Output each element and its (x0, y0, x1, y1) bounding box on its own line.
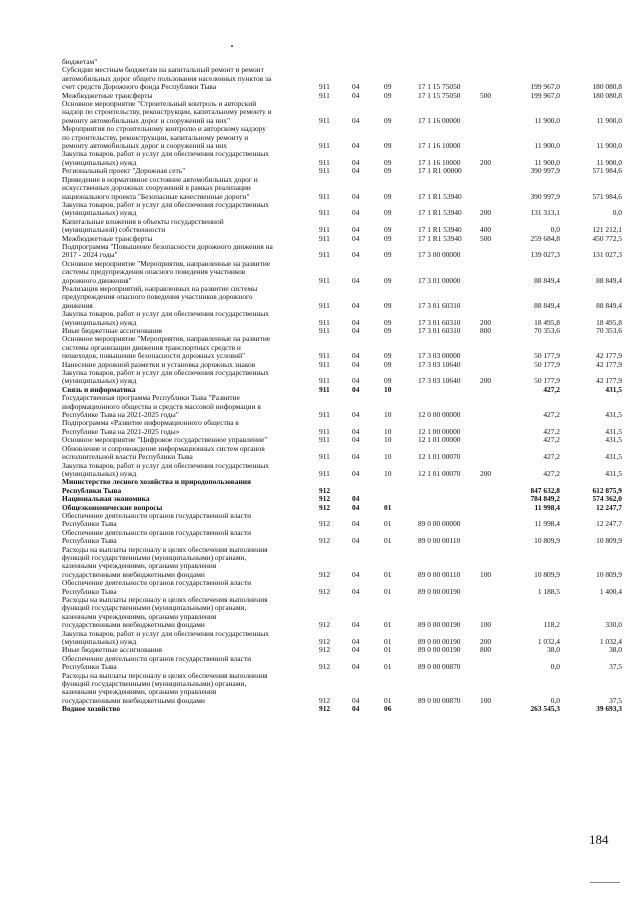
target-article-code: 89 0 00 00190 (418, 645, 461, 655)
section-code: 04 (352, 300, 360, 310)
section-code: 04 (352, 704, 360, 714)
section-code: 04 (352, 225, 360, 235)
amount-2023: 574 362,0 (592, 494, 622, 504)
section-code: 04 (352, 494, 360, 504)
subsection-code: 09 (384, 300, 392, 310)
table-row (62, 394, 622, 419)
subsection-code: 09 (384, 250, 392, 260)
amount-2022: 1 188,5 (537, 586, 560, 596)
amount-2023: 10 809,9 (596, 536, 622, 546)
section-code: 04 (352, 141, 360, 151)
ministry-code: 911 (319, 351, 330, 361)
row-description: Закупка товаров, работ и услуг для обеспечения государственных (муниципальных) нужд (62, 368, 269, 386)
table-row (62, 218, 622, 235)
table-row (62, 705, 622, 713)
section-code: 04 (352, 191, 360, 201)
amount-2023: 11 900,0 (596, 115, 622, 125)
amount-2022: 0,0 (550, 662, 560, 672)
row-description: Приведение в нормативное состояние автомобильных дорог и искусственных дорожных сооружений в рамках реализации национального проекта "Безопасные качественные дороги" (62, 174, 258, 201)
ministry-code: 912 (319, 637, 331, 647)
amount-2023: 121 212,1 (592, 225, 622, 235)
table-row (62, 310, 622, 327)
row-description: Обновление и сопровождение информационных систем органов исполнительной власти Республики Тыва (62, 443, 265, 462)
section-code: 04 (352, 645, 360, 655)
row-description: Закупка товаров, работ и услуг для обеспечения государственных (муниципальных) нужд (62, 199, 269, 218)
subsection-code: 09 (384, 275, 392, 285)
ministry-code: 911 (319, 225, 330, 235)
ministry-code: 912 (319, 704, 331, 714)
amount-2023: 180 080,8 (592, 90, 622, 100)
section-code: 04 (352, 326, 360, 335)
amount-2022: 259 684,8 (530, 233, 560, 243)
row-description: Связь и информатика (62, 384, 136, 394)
ministry-code: 911 (319, 115, 330, 125)
ministry-code: 911 (319, 166, 330, 176)
amount-2023: 38,0 (609, 645, 622, 655)
row-description: Иные бюджетные ассигнования (62, 645, 163, 655)
scan-speck (231, 45, 233, 47)
expense-type-code: 800 (480, 645, 492, 655)
amount-2023: 10 809,9 (596, 569, 622, 579)
section-code: 04 (352, 317, 360, 327)
amount-2022: 427,2 (543, 452, 560, 462)
row-description: Субсидии местным бюджетам на капитальный ремонт и ремонт автомобильных дорог общего пользования населенных пунктов за счет средств Дорожного фонда Республики Тыва (62, 65, 272, 92)
amount-2022: 11 900,0 (534, 141, 560, 151)
ministry-code: 911 (319, 233, 330, 243)
target-article-code: 12 1 01 00000 (418, 435, 461, 445)
expense-type-code: 800 (480, 326, 492, 335)
amount-2022: 390 997,9 (530, 191, 560, 201)
subsection-code: 09 (384, 359, 392, 369)
amount-2023: 18 495,8 (596, 317, 622, 327)
subsection-code: 09 (384, 157, 392, 167)
row-description: Закупка товаров, работ и услуг для обеспечения государственных (муниципальных) нужд (62, 309, 269, 327)
subsection-code: 01 (384, 645, 392, 655)
section-code: 04 (352, 426, 360, 436)
section-code: 04 (352, 435, 360, 445)
subsection-code: 01 (384, 620, 392, 630)
amount-2023: 431,5 (605, 426, 622, 436)
expense-type-code: 200 (480, 157, 492, 167)
row-description: Закупка товаров, работ и услуг для обеспечения государственных (муниципальных) нужд (62, 460, 269, 478)
amount-2023: 11 900,0 (596, 141, 622, 151)
row-description: бюджетам" (62, 57, 98, 66)
ministry-code: 911 (319, 275, 330, 285)
target-article-code: 89 0 00 00000 (418, 519, 461, 529)
section-code: 04 (352, 452, 360, 462)
table-row (62, 419, 622, 436)
subsection-code: 01 (384, 502, 392, 512)
subsection-code: 10 (384, 468, 392, 478)
amount-2022: 427,2 (543, 435, 560, 445)
table-row (62, 462, 622, 479)
table-row (62, 445, 622, 462)
amount-2022: 50 177,9 (534, 376, 560, 386)
subsection-code: 09 (384, 233, 392, 243)
subsection-code: 09 (384, 166, 392, 176)
ministry-code: 911 (319, 435, 330, 445)
row-description: Обеспечение деятельности органов государственной власти Республики Тыва (62, 527, 252, 546)
table-row (62, 546, 622, 580)
target-article-code: 17 1 R1 53940 (418, 208, 462, 218)
subsection-code: 09 (384, 317, 392, 327)
subsection-code: 01 (384, 695, 392, 705)
subsection-code: 10 (384, 410, 392, 420)
target-article-code: 89 0 00 00190 (418, 620, 461, 630)
target-article-code: 89 0 00 00870 (418, 662, 461, 672)
section-code: 04 (352, 662, 360, 672)
section-code: 04 (352, 82, 360, 92)
amount-2023: 131 027,3 (592, 250, 622, 260)
row-description: Межбюджетные трансферты (62, 90, 153, 100)
amount-2022: 50 177,9 (534, 351, 560, 361)
table-row (62, 66, 622, 91)
expense-type-code: 200 (480, 376, 492, 386)
amount-2023: 330,0 (605, 620, 622, 630)
section-code: 04 (352, 569, 360, 579)
amount-2023: 42 177,9 (596, 376, 622, 386)
amount-2023: 88 849,4 (596, 275, 622, 285)
expense-type-code: 200 (480, 468, 492, 478)
row-description: Региональный проект "Дорожная сеть" (62, 166, 186, 176)
amount-2023: 431,5 (605, 384, 622, 394)
row-description: Подпрограмма «Развитие информационного общества в Республике Тыва на 2021-2025 годы» (62, 418, 239, 436)
ministry-code: 911 (319, 191, 330, 201)
subsection-code: 09 (384, 90, 392, 100)
section-code: 04 (352, 637, 360, 647)
row-description: Расходы на выплаты персоналу в целях обеспечения выполнения функций государственными (муниципальными) органами, казенными учреждениями, органами управления государственными внебюджетными фондами (62, 670, 268, 705)
section-code: 04 (352, 359, 360, 369)
ministry-code: 912 (319, 494, 331, 504)
amount-2023: 1 400,4 (599, 586, 622, 596)
table-row (62, 655, 622, 672)
amount-2023: 612 875,9 (592, 485, 622, 495)
expense-type-code: 100 (480, 569, 492, 579)
amount-2022: 427,2 (543, 468, 560, 478)
subsection-code: 01 (384, 536, 392, 546)
subsection-code: 09 (384, 141, 392, 151)
amount-2022: 390 997,9 (530, 166, 560, 176)
amount-2022: 11 998,4 (534, 502, 560, 512)
row-description: Подпрограмма "Повышение безопасности дорожного движения на 2017 - 2024 годы" (62, 241, 273, 260)
amount-2022: 263 545,3 (530, 704, 560, 714)
subsection-code: 01 (384, 519, 392, 529)
target-article-code: 12 1 01 00070 (418, 468, 461, 478)
row-description: Межбюджетные трансферты (62, 233, 153, 243)
row-description: Обеспечение деятельности органов государственной власти Республики Тыва (62, 510, 252, 529)
amount-2023: 431,5 (605, 452, 622, 462)
amount-2022: 38,0 (547, 645, 560, 655)
target-article-code: 17 3 03 10640 (418, 359, 461, 369)
subsection-code: 01 (384, 637, 392, 647)
amount-2023: 0,0 (612, 208, 622, 218)
subsection-code: 10 (384, 426, 392, 436)
expense-type-code: 500 (480, 90, 492, 100)
amount-2022: 50 177,9 (534, 359, 560, 369)
section-code: 04 (352, 208, 360, 218)
expense-type-code: 100 (480, 695, 492, 705)
target-article-code: 17 3 00 00000 (418, 250, 461, 260)
amount-2022: 847 632,8 (530, 485, 560, 495)
row-description: Капитальные вложения в объекты государственной (муниципальной) собственности (62, 216, 224, 235)
amount-2022: 18 495,8 (534, 317, 560, 327)
target-article-code: 17 1 R1 53940 (418, 233, 462, 243)
amount-2022: 0,0 (550, 695, 560, 705)
subsection-code: 01 (384, 662, 392, 672)
amount-2022: 784 849,2 (530, 494, 560, 504)
target-article-code: 89 0 00 00110 (418, 569, 461, 579)
ministry-code: 911 (319, 141, 330, 151)
table-row (62, 285, 622, 310)
section-code: 04 (352, 90, 360, 100)
subsection-code: 09 (384, 82, 392, 92)
expense-type-code: 200 (480, 637, 492, 647)
subsection-code: 09 (384, 225, 392, 235)
target-article-code: 89 0 00 00190 (418, 637, 461, 647)
section-code: 04 (352, 410, 360, 420)
ministry-code: 911 (319, 384, 330, 394)
amount-2023: 12 247,7 (596, 519, 622, 529)
target-article-code: 17 3 01 60310 (418, 300, 461, 310)
ministry-code: 911 (319, 300, 330, 310)
amount-2023: 450 772,5 (592, 233, 622, 243)
amount-2022: 88 849,4 (534, 300, 560, 310)
ministry-code: 912 (319, 536, 331, 546)
amount-2023: 70 353,6 (596, 326, 622, 335)
table-row (62, 529, 622, 546)
target-article-code: 17 1 15 75050 (418, 90, 461, 100)
row-description: Водное хозяйство (62, 704, 121, 714)
target-article-code: 17 1 R1 00000 (418, 166, 462, 176)
subsection-code: 09 (384, 115, 392, 125)
amount-2022: 139 027,3 (530, 250, 560, 260)
subsection-code: 10 (384, 435, 392, 445)
amount-2022: 427,2 (543, 426, 560, 436)
target-article-code: 17 3 01 60310 (418, 326, 461, 335)
amount-2023: 37,5 (609, 662, 622, 672)
target-article-code: 17 3 03 10640 (418, 376, 461, 386)
ministry-code: 912 (319, 662, 331, 672)
amount-2022: 11 900,0 (534, 157, 560, 167)
table-row (62, 260, 622, 285)
amount-2022: 88 849,4 (534, 275, 560, 285)
target-article-code: 17 1 16 10000 (418, 141, 461, 151)
table-row (62, 369, 622, 386)
ministry-code: 912 (319, 569, 331, 579)
page-number: 184 (589, 832, 609, 847)
section-code: 04 (352, 351, 360, 361)
ministry-code: 911 (319, 376, 330, 386)
ministry-code: 912 (319, 485, 331, 495)
row-description: Государственная программа Республики Тыва "Развитие информационного общества и средств массовой информации в Республике Тыва на 2021-2025 годы" (62, 393, 261, 420)
ministry-code: 912 (319, 695, 331, 705)
section-code: 04 (352, 620, 360, 630)
amount-2022: 427,2 (543, 384, 560, 394)
ministry-code: 911 (319, 359, 330, 369)
expense-type-code: 200 (480, 317, 492, 327)
section-code: 04 (352, 275, 360, 285)
ministry-code: 912 (319, 645, 331, 655)
row-description: Общеэкономические вопросы (62, 502, 163, 512)
table-row (62, 100, 622, 125)
section-code: 04 (352, 376, 360, 386)
amount-2023: 1 032,4 (599, 637, 622, 647)
row-description: Основное мероприятие "Цифровое государственное управление" (62, 435, 268, 445)
row-description: Расходы на выплаты персоналу в целях обеспечения выполнения функций государственными (муниципальными) органами, казенными учреждениями, органами управления государственными внебюджетными фондами (62, 544, 268, 579)
row-description: Закупка товаров, работ и услуг для обеспечения государственных (муниципальных) нужд (62, 628, 269, 647)
table-row (62, 201, 622, 218)
ministry-code: 911 (319, 426, 330, 436)
ministry-code: 912 (319, 620, 331, 630)
ministry-code: 911 (319, 250, 330, 260)
subsection-code: 09 (384, 326, 392, 335)
subsection-code: 09 (384, 376, 392, 386)
amount-2022: 199 967,0 (530, 90, 560, 100)
target-article-code: 89 0 00 00870 (418, 695, 461, 705)
budget-table (62, 58, 622, 714)
amount-2022: 427,2 (543, 410, 560, 420)
row-description: Нанесение дорожной разметки и установка дорожных знаков (62, 359, 256, 369)
target-article-code: 12 1 00 00000 (418, 426, 461, 436)
amount-2022: 11 900,0 (534, 115, 560, 125)
amount-2022: 199 967,0 (530, 82, 560, 92)
subsection-code: 10 (384, 384, 392, 394)
section-code: 04 (352, 250, 360, 260)
ministry-code: 911 (319, 82, 330, 92)
section-code: 04 (352, 157, 360, 167)
ministry-code: 911 (319, 326, 330, 335)
section-code: 04 (352, 384, 360, 394)
expense-type-code: 400 (480, 225, 492, 235)
footer-line (590, 882, 620, 883)
expense-type-code: 100 (480, 620, 492, 630)
ministry-code: 911 (319, 157, 330, 167)
amount-2022: 10 809,9 (534, 536, 560, 546)
subsection-code: 09 (384, 191, 392, 201)
amount-2022: 70 353,6 (534, 326, 560, 335)
amount-2023: 431,5 (605, 468, 622, 478)
amount-2023: 88 849,4 (596, 300, 622, 310)
amount-2022: 11 998,4 (534, 519, 560, 529)
amount-2023: 42 177,9 (596, 351, 622, 361)
section-code: 04 (352, 695, 360, 705)
section-code: 04 (352, 536, 360, 546)
target-article-code: 17 1 16 00000 (418, 115, 461, 125)
ministry-code: 912 (319, 586, 331, 596)
subsection-code: 09 (384, 208, 392, 218)
amount-2022: 10 809,9 (534, 569, 560, 579)
ministry-code: 911 (319, 208, 330, 218)
ministry-code: 912 (319, 502, 331, 512)
amount-2022: 131 313,1 (530, 208, 560, 218)
amount-2023: 12 247,7 (596, 502, 622, 512)
section-code: 04 (352, 519, 360, 529)
section-code: 04 (352, 586, 360, 596)
table-row (62, 596, 622, 630)
row-description: Национальная экономика (62, 494, 150, 504)
amount-2023: 571 984,6 (592, 191, 622, 201)
target-article-code: 17 3 03 00000 (418, 351, 461, 361)
table-row (62, 125, 622, 150)
target-article-code: 89 0 00 00190 (418, 586, 461, 596)
target-article-code: 17 3 01 60310 (418, 317, 461, 327)
table-row (62, 630, 622, 647)
table-row (62, 579, 622, 596)
row-description: Иные бюджетные ассигнования (62, 326, 163, 335)
amount-2022: 0,0 (550, 225, 560, 235)
target-article-code: 17 3 01 00000 (418, 275, 461, 285)
expense-type-code: 500 (480, 233, 492, 243)
table-row (62, 672, 622, 706)
table-row (62, 243, 622, 260)
amount-2023: 42 177,9 (596, 359, 622, 369)
subsection-code: 01 (384, 586, 392, 596)
row-description: Реализация мероприятий, направленных на развитие системы предупреждения опасного поведения участников дорожного движения (62, 283, 258, 310)
table-row (62, 335, 622, 360)
ministry-code: 911 (319, 410, 330, 420)
section-code: 04 (352, 233, 360, 243)
table-row (62, 176, 622, 201)
row-description: Основное мероприятие "Мероприятия, направленные на развитие системы организации движения транспортных средств и пешеходов, повышение безопасности дорожных условий" (62, 334, 271, 361)
amount-2023: 37,5 (609, 695, 622, 705)
amount-2022: 118,2 (543, 620, 560, 630)
target-article-code: 17 1 16 10000 (418, 157, 461, 167)
ministry-code: 912 (319, 519, 331, 529)
row-description: Основное мероприятие "Мероприятия, направленные на развитие системы предупреждения опасного поведения участников дорожного движения" (62, 258, 271, 285)
amount-2023: 11 900,0 (596, 157, 622, 167)
subsection-code: 09 (384, 351, 392, 361)
ministry-code: 911 (319, 90, 330, 100)
row-description: Мероприятия по строительному контролю и авторскому надзору по строительству, реконструкции, капитальному ремонту и ремонту автомобильных дорог и сооружений на них (62, 124, 266, 151)
section-code: 04 (352, 502, 360, 512)
amount-2023: 431,5 (605, 410, 622, 420)
target-article-code: 17 1 15 75050 (418, 82, 461, 92)
subsection-code: 06 (384, 704, 392, 714)
target-article-code: 89 0 00 00110 (418, 536, 461, 546)
section-code: 04 (352, 166, 360, 176)
section-code: 04 (352, 115, 360, 125)
ministry-code: 911 (319, 317, 330, 327)
row-description: Обеспечение деятельности органов государственной власти Республики Тыва (62, 653, 252, 672)
row-description: Основное мероприятие "Строительный контроль и авторский надзор по строительству, реконструкции, капитальному ремонту и ремонту автомобильных дорог и сооружений на них" (62, 99, 272, 125)
section-code: 04 (352, 468, 360, 478)
expense-type-code: 200 (480, 208, 492, 218)
target-article-code: 17 1 R1 53940 (418, 225, 462, 235)
amount-2022: 1 032,4 (537, 637, 560, 647)
amount-2023: 39 693,3 (596, 704, 622, 714)
target-article-code: 17 1 R1 53940 (418, 191, 462, 201)
table-row (62, 150, 622, 167)
amount-2023: 431,5 (605, 435, 622, 445)
target-article-code: 12 1 01 00070 (418, 452, 461, 462)
ministry-code: 911 (319, 452, 330, 462)
row-description: Закупка товаров, работ и услуг для обеспечения государственных (муниципальных) нужд (62, 149, 269, 167)
table-row (62, 478, 622, 495)
row-description: Расходы на выплаты персоналу в целях обеспечения выполнения функций государственными (муниципальными) органами, казенными учреждениями, органами управления государственными внебюджетными фондами (62, 595, 268, 630)
amount-2023: 180 080,8 (592, 82, 622, 92)
subsection-code: 01 (384, 569, 392, 579)
amount-2023: 571 984,6 (592, 166, 622, 176)
row-description: Обеспечение деятельности органов государственной власти Республики Тыва (62, 578, 252, 596)
row-description: Министерство лесного хозяйства и природопользования Республики Тыва (62, 477, 252, 495)
subsection-code: 10 (384, 452, 392, 462)
target-article-code: 12 0 00 00000 (418, 410, 461, 420)
ministry-code: 911 (319, 468, 330, 478)
table-row (62, 512, 622, 529)
